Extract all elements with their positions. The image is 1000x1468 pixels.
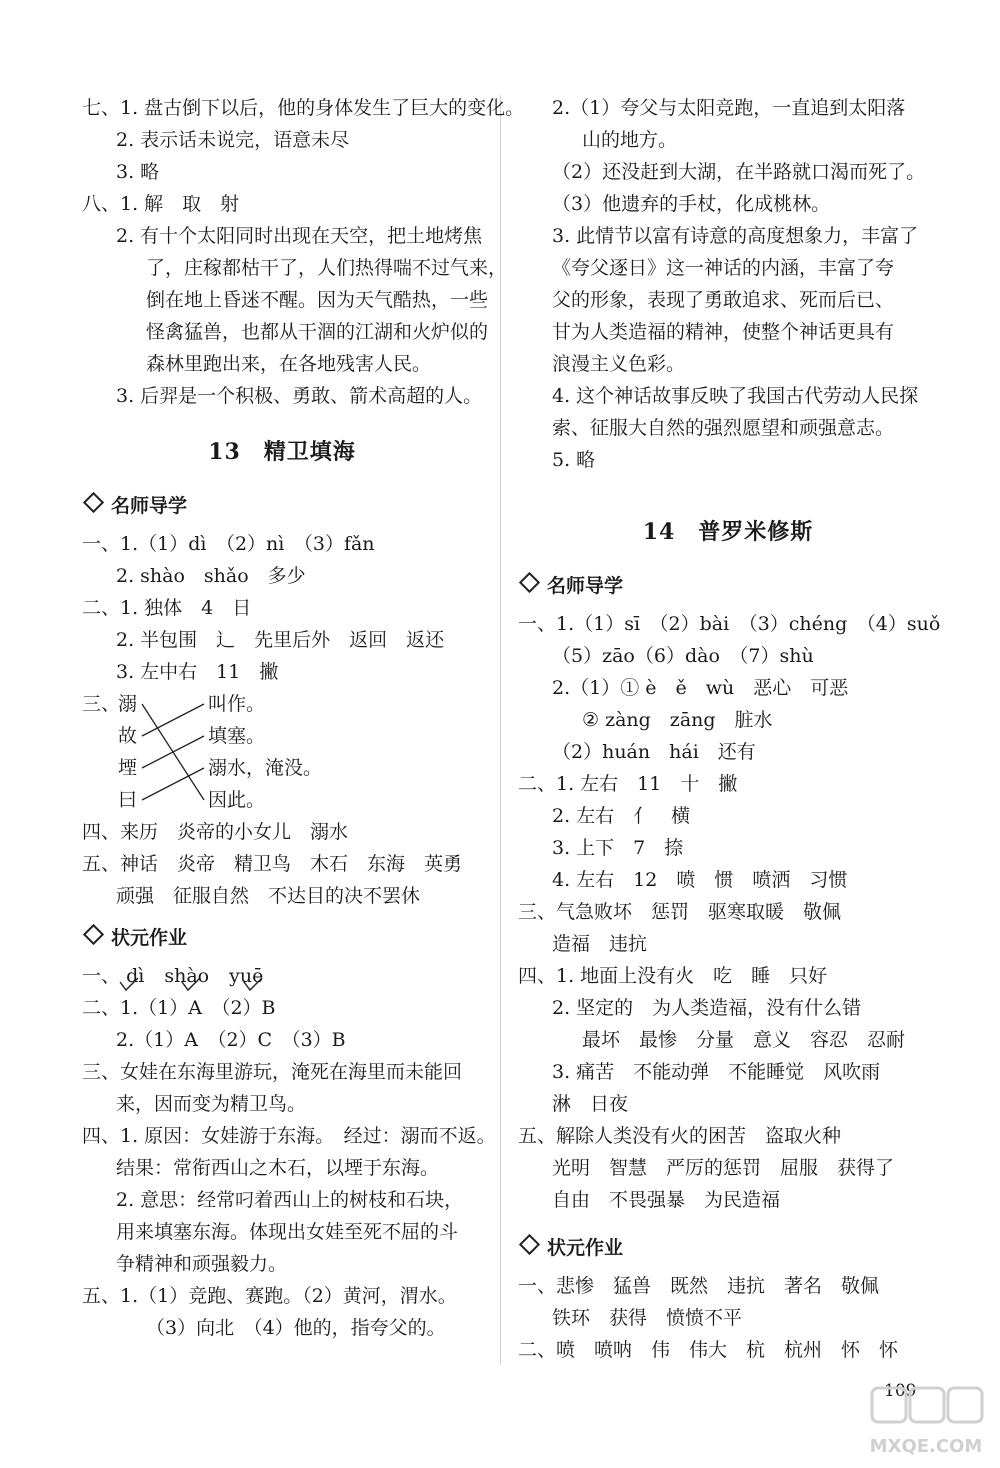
section-label: 状元作业 [111,927,188,949]
answer-line: 用来填塞东海。体现出女娃至死不屈的斗 [116,1221,459,1243]
answer-line: 3. 后羿是一个积极、勇敢、箭术高超的人。 [116,385,483,407]
answer-line: 五、1.（1）竞跑、赛跑。（2）黄河，渭水。 [82,1285,457,1307]
match-left-4: 曰 [118,789,138,811]
match-right-2: 填塞。 [208,725,266,747]
right-homework-answers [518,1270,938,1366]
answer-line: 4. 左右 12 喷 惯 喷洒 习惯 [552,869,848,891]
answer-line: 2.（1）夸父与太阳竞跑，一直追到太阳落 [552,97,906,119]
left-homework-answers [82,992,496,1344]
match-right-4: 因此。 [208,789,266,811]
lesson-14-title: 14 普罗米修斯 [642,519,814,545]
answer-line: （3）向北 （4）他的，指夸父的。 [146,1317,446,1339]
answer-line: （2）还没赶到大湖，在半路就口渴而死了。 [552,161,926,183]
answer-line: 浪漫主义色彩。 [552,353,686,375]
section-label: 状元作业 [547,1237,624,1259]
answer-line: 了，庄稼都枯干了，人们热得喘不过气来， [146,257,508,279]
diamond-icon [519,1234,540,1255]
answer-line: 八、1. 解 取 射 [82,193,240,215]
check-icon [244,978,262,990]
answer-line: 怪禽猛兽，也都从干涸的江湖和火炉似的 [146,321,489,343]
answer-line: 2. shào shǎo 多少 [116,565,306,587]
section-header-homework [82,916,482,960]
answer-line: 一、悲惨 猛兽 既然 违抗 著名 敬佩 [518,1275,880,1297]
answer-line: 三、女娃在东海里游玩，淹死在海里而未能回 [82,1061,463,1083]
question-prefix: 一、 [82,965,121,987]
section-header-guide [82,484,482,528]
diamond-icon [83,492,104,513]
match-left-3: 堙 [118,757,138,779]
pinyin-1: dì [126,965,145,987]
match-line-4 [142,768,204,800]
answer-line: 3. 上下 7 捺 [552,837,684,859]
answer-line: 2. 坚定的 为人类造福，没有什么错 [552,997,862,1019]
answer-line: 光明 智慧 严厉的惩罚 屈服 获得了 [552,1157,895,1179]
match-line-3 [142,736,204,768]
answer-line: 四、1. 原因：女娃游于东海。 经过：溺而不返。 [82,1125,496,1147]
answer-line: 2.（1）① è ě wù 恶心 可恶 [552,677,849,699]
match-right-3: 溺水，淹没。 [208,757,323,779]
section-header-homework [518,1226,938,1270]
answer-line: 2.（1）A （2）C （3）B [116,1029,346,1051]
answer-line: 5. 略 [552,449,596,471]
answer-line: 五、神话 炎帝 精卫鸟 木石 东海 英勇 [82,853,463,875]
answer-line: 甘为人类造福的精神，使整个神话更具有 [552,321,895,343]
answer-line: 来，因而变为精卫鸟。 [116,1093,307,1115]
answer-line: 四、来历 炎帝的小女儿 溺水 [82,821,349,843]
pinyin-2: shào [164,965,210,987]
answer-line: 自由 不畏强暴 为民造福 [552,1189,781,1211]
answer-line: （2）huán hái 还有 [552,741,756,763]
answer-line: ② zàng zāng 脏水 [582,709,773,731]
answer-line: 山的地方。 [582,129,678,151]
answer-line: 顽强 征服自然 不达目的决不罢休 [116,885,421,907]
answer-line: 2. 意思：经常叼着西山上的树枝和石块， [116,1189,464,1211]
answer-line: 2. 左右 亻 横 [552,805,691,827]
right-column [518,92,941,1366]
answer-line: 结果：常衔西山之木石，以堙于东海。 [116,1157,440,1179]
answer-line: 二、喷 喷呐 伟 伟大 杭 杭州 怀 怀 [518,1339,899,1361]
right-guide-answers [518,608,941,1216]
answer-line: 淋 日夜 [552,1093,629,1115]
left-top-answers [82,92,525,412]
left-guide-answers [82,528,482,688]
match-left-2: 故 [118,725,138,747]
answer-line: 七、1. 盘古倒下以后，他的身体发生了巨大的变化。 [82,97,525,119]
section-label: 名师导学 [547,575,624,597]
answer-line: 《夸父逐日》这一神话的内涵，丰富了夸 [552,257,895,279]
match-right-1: 叫作。 [208,693,266,715]
matching-exercise [82,688,482,816]
answer-line: 2. 表示话未说完，语意未尽 [116,129,350,151]
answer-line: 四、1. 地面上没有火 吃 睡 只好 [518,965,828,987]
page-number: 109 [884,1381,917,1401]
answer-line: 3. 左中右 11 撇 [116,661,279,683]
answer-line: 二、1. 左右 11 十 撇 [518,773,738,795]
answer-line: 二、1.（1）A （2）B [82,997,276,1019]
answer-line: 森林里跑出来，在各地残害人民。 [146,353,432,375]
pinyin-answer-line [82,960,482,992]
answer-line: 3. 痛苦 不能动弹 不能睡觉 风吹雨 [552,1061,881,1083]
answer-line: 五、解除人类没有火的困苦 盗取火种 [518,1125,842,1147]
diamond-icon [83,924,104,945]
match-line-2 [142,704,204,736]
answer-line: 一、1.（1）dì （2）nì （3）fǎn [82,533,375,555]
right-top-answers [518,92,938,476]
lesson-13-title: 13 精卫填海 [208,439,356,465]
section-label: 名师导学 [111,495,188,517]
check-icon [182,978,200,990]
answer-line: 2. 有十个太阳同时出现在天空，把土地烤焦 [116,225,483,247]
left-column [82,92,525,1344]
left-after-match [82,816,482,912]
answer-line: （5）zāo（6）dào （7）shù [552,645,814,667]
answer-line: 最坏 最惨 分量 意义 容忍 忍耐 [582,1029,906,1051]
answer-line: 3. 略 [116,161,160,183]
checkmarks [116,960,316,992]
answer-line: 铁环 获得 愤愤不平 [552,1307,743,1329]
answer-line: 索、征服大自然的强烈愿望和顽强意志。 [552,417,895,439]
answer-line: （3）他遗弃的手杖，化成桃林。 [552,193,831,215]
answer-line: 2. 半包围 辶 先里后外 返回 返还 [116,629,445,651]
pinyin-3: yuē [229,965,264,987]
answer-line: 父的形象，表现了勇敢追求、死而后已、 [552,289,895,311]
column-divider [500,95,501,1365]
answer-line: 二、1. 独体 4 日 [82,597,252,619]
answer-line: 3. 此情节以富有诗意的高度想象力，丰富了 [552,225,919,247]
section-header-guide [518,564,938,608]
check-icon [120,978,138,990]
answer-line: 倒在地上昏迷不醒。因为天气酷热，一些 [146,289,489,311]
diamond-icon [519,572,540,593]
answer-line: 三、气急败坏 惩罚 驱寒取暖 敬佩 [518,901,842,923]
question-prefix: 三、 [82,693,121,715]
answer-line: 造福 违抗 [552,933,648,955]
answer-line: 一、1.（1）sī （2）bài （3）chéng （4）suǒ [518,613,941,635]
answer-line: 4. 这个神话故事反映了我国古代劳动人民探 [552,385,919,407]
svg-text:MXQE.COM: MXQE.COM [869,1436,983,1457]
watermark-logo [860,1372,995,1460]
answer-line: 争精神和顽强毅力。 [116,1253,288,1275]
matching-lines [82,688,282,816]
match-left-1: 溺 [118,693,138,715]
